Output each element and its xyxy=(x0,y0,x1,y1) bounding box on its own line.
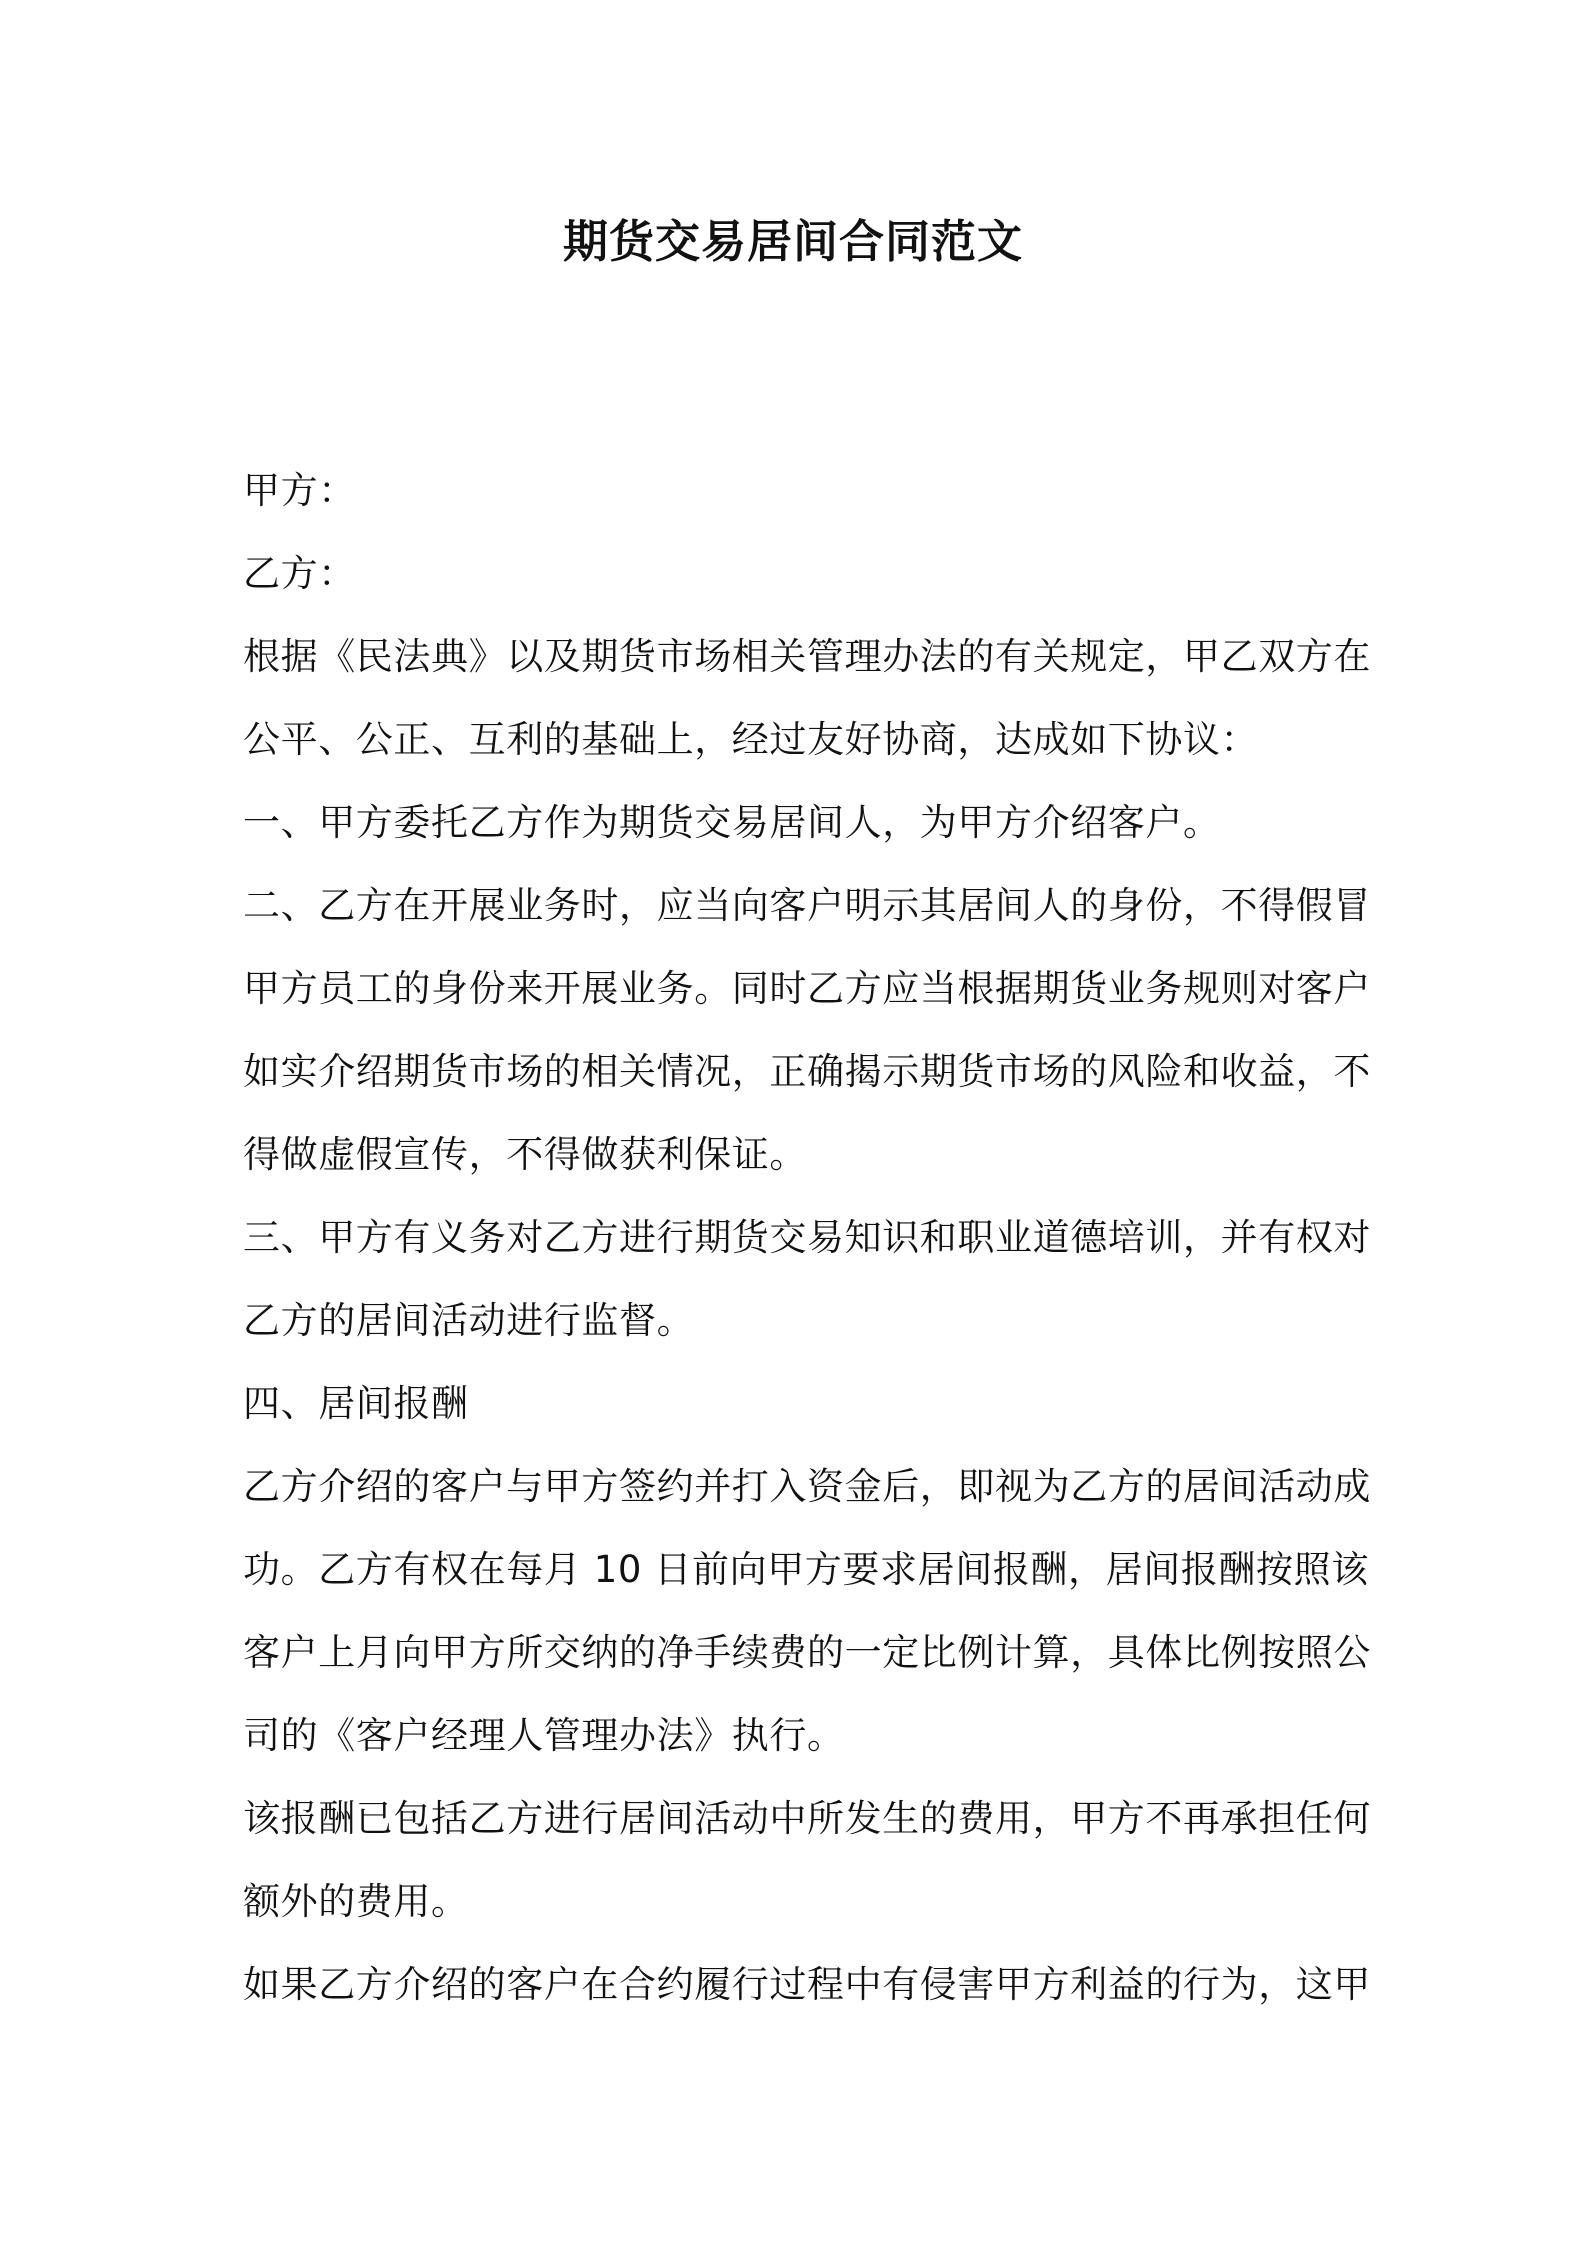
clause-4-heading: 四、居间报酬 xyxy=(243,1382,469,1425)
party-b-line: 乙方： xyxy=(243,552,356,595)
clause-3-line: 乙方的居间活动进行监督。 xyxy=(243,1299,695,1342)
document-body xyxy=(243,449,1371,2026)
clause-4-line: 如果乙方介绍的客户在合约履行过程中有侵害甲方利益的行为，这甲 xyxy=(243,1963,1371,2006)
party-a-line: 甲方： xyxy=(243,469,356,512)
clause-4-line: 司的《客户经理人管理办法》执行。 xyxy=(243,1714,845,1757)
clause-2-line: 甲方员工的身份来开展业务。同时乙方应当根据期货业务规则对客户 xyxy=(243,967,1371,1010)
clause-4-line: 功。乙方有权在每月 10 日前向甲方要求居间报酬，居间报酬按照该 xyxy=(243,1548,1369,1591)
clause-4-line: 乙方介绍的客户与甲方签约并打入资金后，即视为乙方的居间活动成 xyxy=(243,1465,1371,1508)
preamble-line: 公平、公正、互利的基础上，经过友好协商，达成如下协议： xyxy=(243,718,1259,761)
clause-4-line: 客户上月向甲方所交纳的净手续费的一定比例计算，具体比例按照公 xyxy=(243,1631,1371,1674)
document-title: 期货交易居间合同范文 xyxy=(562,215,1023,268)
clause-2-line: 二、乙方在开展业务时，应当向客户明示其居间人的身份，不得假冒 xyxy=(243,884,1371,927)
clause-2-line: 得做虚假宣传，不得做获利保证。 xyxy=(243,1133,807,1176)
clause-4-line: 额外的费用。 xyxy=(243,1880,469,1923)
clause-4-line: 该报酬已包括乙方进行居间活动中所发生的费用，甲方不再承担任何 xyxy=(243,1797,1371,1840)
clause-3-line: 三、甲方有义务对乙方进行期货交易知识和职业道德培训，并有权对 xyxy=(243,1216,1371,1259)
clause-2-line: 如实介绍期货市场的相关情况，正确揭示期货市场的风险和收益，不 xyxy=(243,1050,1371,1093)
clause-1-line: 一、甲方委托乙方作为期货交易居间人，为甲方介绍客户。 xyxy=(243,801,1221,844)
preamble-line: 根据《民法典》以及期货市场相关管理办法的有关规定，甲乙双方在 xyxy=(243,635,1371,678)
